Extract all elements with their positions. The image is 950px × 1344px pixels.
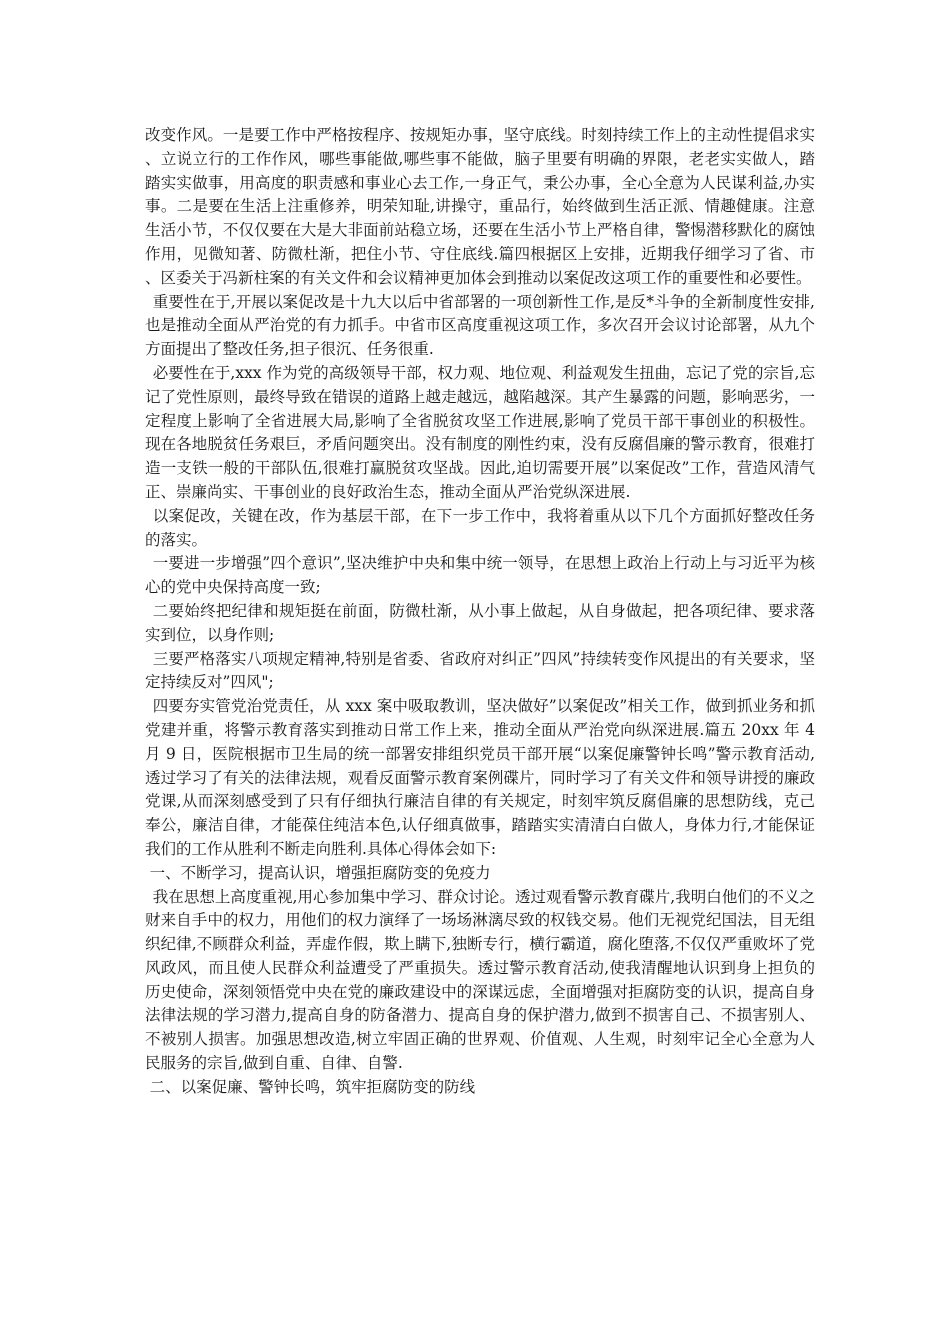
- paragraph-7: 三要严格落实八项规定精神,特别是省委、省政府对纠正”四风”持续转变作风提出的有关要求，坚定持续反对”四风";: [145, 649, 815, 692]
- section-heading-2: 二、以案促廉、警钟长鸣，筑牢拒腐防变的防线: [149, 1077, 476, 1096]
- document-page: [145, 124, 815, 1100]
- paragraph-9: 我在思想上高度重视,用心参加集中学习、群众讨论。透过观看警示教育碟片,我明白他们的不义之财来自手中的权力，用他们的权力演绎了一场场淋漓尽致的权钱交易。他们无视党纪国法，目无组织纪律,不顾群众利益，弄虚作假，欺上瞒下,独断专行，横行霸道，腐化堕落,不仅仅严重败坏了党风政风，而且使人民群众利益遭受了严重损失。透过警示教育活动,使我清醒地认识到身上担负的历史使命，深刻领悟党中央在党的廉政建设中的深谋远虑，全面增强对拒腐防变的认识，提高自身法律法规的学习潜力,提高自身的防备潜力、提高自身的保护潜力,做到不损害自己、不损害别人、不被别人损害。加强思想改造,树立牢固正确的世界观、价值观、人生观，时刻牢记全心全意为人民服务的宗旨,做到自重、自律、自警.: [145, 887, 815, 1073]
- paragraph-8: 四要夯实管党治党责任，从 xxx 案中吸取教训，坚决做好”以案促改”相关工作，做到抓业务和抓党建并重，将警示教育落实到推动日常工作上来，推动全面从严治党向纵深进展.篇五 20xx 年 4 月 9 日，医院根据市卫生局的统一部署安排组织党员干部开展“以案促廉警钟长鸣”警示教育活动,透过学习了有关的法律法规，观看反面警示教育案例碟片，同时学习了有关文件和领导讲授的廉政党课,从而深刻感受到了只有仔细执行廉洁自律的有关规定，时刻牢筑反腐倡廉的思想防线，克己奉公，廉洁自律，才能葆住纯洁本色,认仔细真做事，踏踏实实清清白白做人，身体力行,才能保证我们的工作从胜利不断走向胜利.具体心得体会如下:: [145, 697, 815, 858]
- paragraph-1: 改变作风。一是要工作中严格按程序、按规矩办事，坚守底线。时刻持续工作上的主动性提倡求实、立说立行的工作作风，哪些事能做,哪些事不能做，脑子里要有明确的界限，老老实实做人，踏踏实实做事，用高度的职责感和事业心去工作,一身正气，秉公办事，全心全意为人民谋利益,办实事。二是要在生活上注重修养，明荣知耻,讲操守，重品行，始终做到生活正派、情趣健康。注意生活小节，不仅仅要在大是大非面前站稳立场，还要在生活小节上严格自律，警惕潜移默化的腐蚀作用，见微知著、防微杜渐，把住小节、守住底线.篇四根据区上安排，近期我仔细学习了省、市、区委关于冯新柱案的有关文件和会议精神更加体会到推动以案促改这项工作的重要性和必要性。: [145, 126, 815, 287]
- paragraph-3: 必要性在于,xxx 作为党的高级领导干部，权力观、地位观、利益观发生扭曲，忘记了党的宗旨,忘记了党性原则，最终导致在错误的道路上越走越远，越陷越深。其产生暴露的问题，影响恶劣，一定程度上影响了全省进展大局,影响了全省脱贫攻坚工作进展,影响了党员干部干事创业的积极性。现在各地脱贫任务艰巨，矛盾问题突出。没有制度的刚性约束，没有反腐倡廉的警示教育，很难打造一支铁一般的干部队伍,很难打赢脱贫攻坚战。因此,迫切需要开展”以案促改”工作，营造风清气正、崇廉尚实、干事创业的良好政治生态，推动全面从严治党纵深进展.: [145, 363, 815, 501]
- paragraph-5: 一要进一步增强”四个意识”,坚决维护中央和集中统一领导，在思想上政治上行动上与习近平为核心的党中央保持高度一致;: [145, 554, 815, 597]
- paragraph-6: 二要始终把纪律和规矩挺在前面，防微杜渐，从小事上做起，从自身做起，把各项纪律、要求落实到位，以身作则;: [145, 601, 815, 644]
- section-heading-1: 一、不断学习，提高认识，增强拒腐防变的免疫力: [149, 863, 491, 882]
- paragraph-4: 以案促改，关键在改，作为基层干部，在下一步工作中，我将着重从以下几个方面抓好整改任务的落实。: [145, 506, 815, 549]
- paragraph-2: 重要性在于,开展以案促改是十九大以后中省部署的一项创新性工作,是反*斗争的全新制度性安排,也是推动全面从严治党的有力抓手。中省市区高度重视这项工作，多次召开会议讨论部署，从九个方面提出了整改任务,担子很沉、任务很重.: [145, 292, 815, 359]
